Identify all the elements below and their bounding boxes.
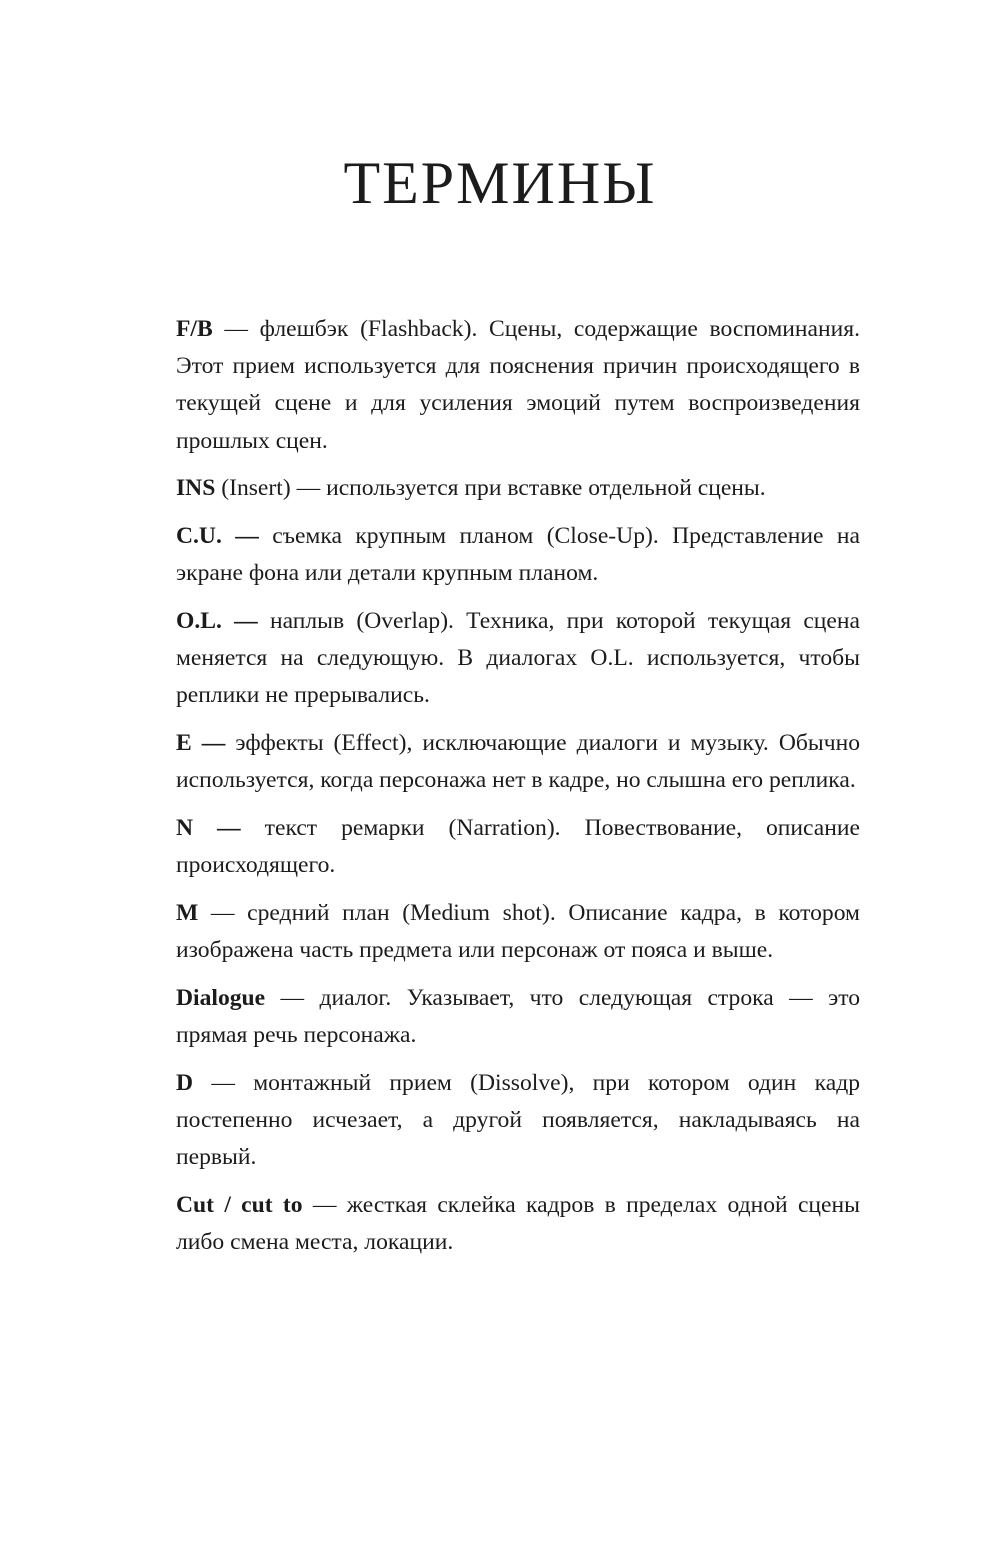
glossary-entry-dialogue: [176, 980, 860, 1054]
term-definition: — диалог. Указывает, что следующая строка — это прямая речь персонажа.: [176, 984, 860, 1048]
term-label: C.U. —: [176, 523, 259, 550]
term-label: E —: [176, 730, 226, 757]
term-definition: — средний план (Medium shot). Описание кадра, в котором изображена часть предмета или персонаж от пояса и выше.: [176, 899, 860, 964]
term-definition: наплыв (Overlap). Техника, при которой текущая сцена меняется на следующую. В диалогах O.L. используется, чтобы реплики не прерывались.: [176, 607, 860, 709]
glossary-entry-medium-shot: [176, 895, 860, 969]
page-title: ТЕРМИНЫ: [343, 150, 657, 216]
glossary-list: [176, 311, 860, 1272]
term-definition: текст ремарки (Narration). Повествование, описание происходящего.: [176, 814, 860, 879]
term-definition: — флешбэк (Flashback). Сцены, содержащие воспоминания. Этот прием используется для пояснения причин происходящего в текущей сцене и для усиления эмоций путем воспроизведения прошлых сцен.: [176, 316, 860, 454]
glossary-entry-flashback: [176, 311, 860, 460]
term-label: D: [176, 1069, 194, 1096]
glossary-entry-insert: [176, 470, 860, 507]
glossary-entry-narration: [176, 810, 860, 884]
glossary-entry-effect: [176, 725, 860, 799]
glossary-entry-close-up: [176, 518, 860, 592]
term-definition: съемка крупным планом (Close-Up). Представление на экране фона или детали крупным планом.: [176, 523, 860, 587]
term-definition: — монтажный прием (Dissolve), при котором один кадр постепенно исчезает, а другой появляется, накладываясь на первый.: [176, 1069, 860, 1171]
term-definition: (Insert) — используется при вставке отдельной сцены.: [215, 475, 766, 502]
term-label: N —: [176, 814, 241, 841]
term-definition: эффекты (Effect), исключающие диалоги и музыку. Обычно используется, когда персонажа нет в кадре, но слышна его реплика.: [176, 730, 861, 794]
term-label: INS: [176, 475, 216, 502]
glossary-entry-cut: [176, 1187, 860, 1261]
term-definition: — жесткая склейка кадров в пределах одной сцены либо смена места, локации.: [176, 1191, 860, 1255]
term-label: Dialogue: [176, 984, 266, 1011]
term-label: O.L. —: [176, 607, 258, 634]
glossary-entry-dissolve: [176, 1065, 860, 1177]
term-label: Cut / cut to: [176, 1191, 303, 1218]
term-label: F/B: [176, 316, 213, 342]
term-label: M: [176, 899, 199, 926]
glossary-entry-overlap: [176, 603, 860, 715]
